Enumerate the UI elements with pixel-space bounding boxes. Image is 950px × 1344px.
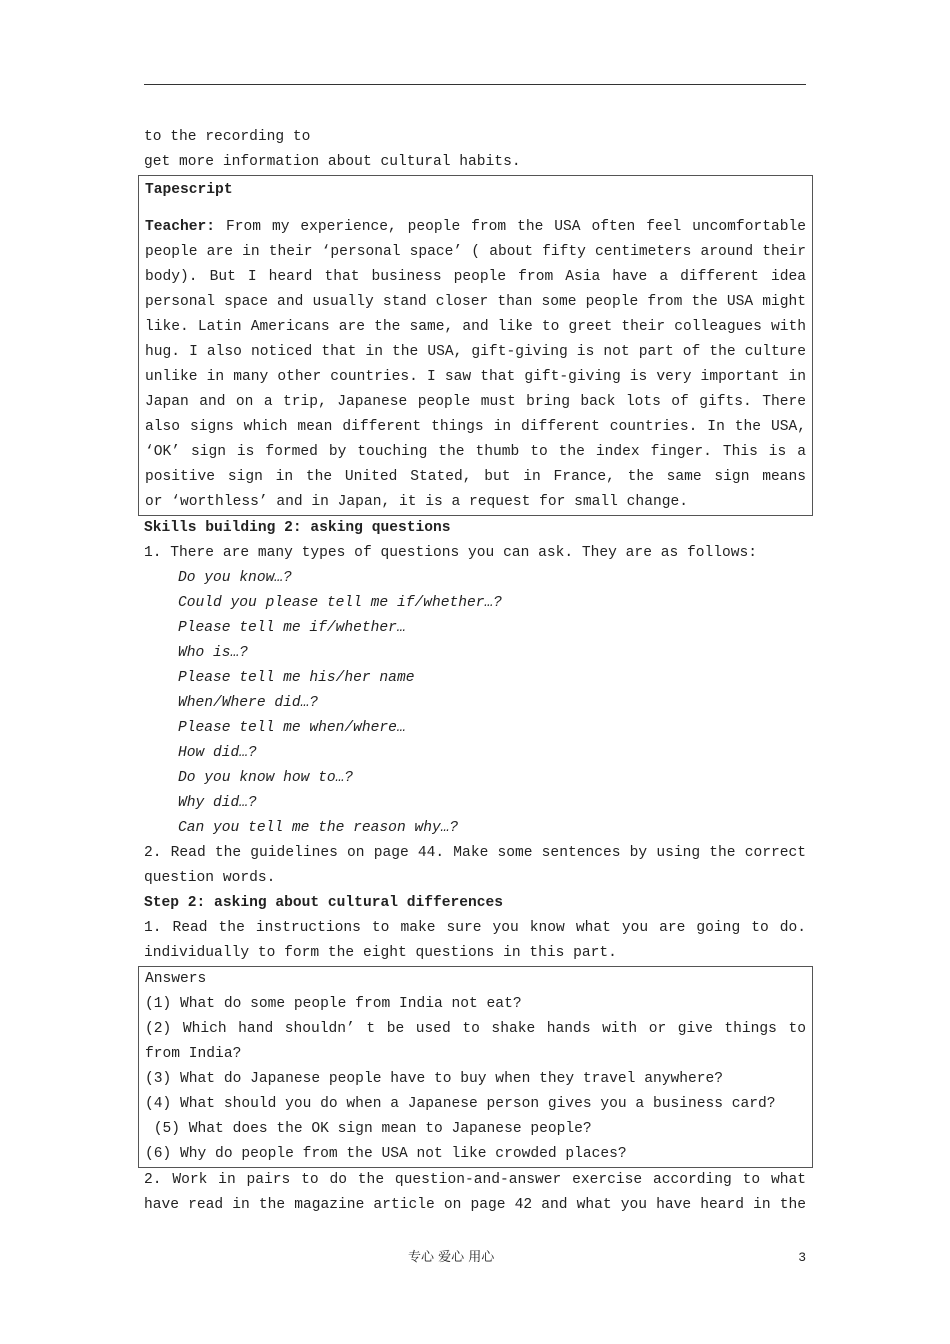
intro-line: to the recording to [144,129,311,145]
step2-item-2-line: have read in the magazine article on page 42 and what you have heard in the [144,1197,806,1213]
skills-item-2-line: 2. Read the guidelines on page 44. Make some sentences by using the correct [144,845,806,861]
answer-line: (1) What do some people from India not eat? [145,996,522,1012]
intro-text [144,125,806,175]
answer-line: (2) Which hand shouldn’ t be used to shake hands with or give things to [145,1021,806,1037]
step2-item-2-line: 2. Work in pairs to do the question-and-answer exercise according to what [144,1172,806,1188]
tapescript-line [145,215,806,240]
question-example: Who is…? [178,645,249,661]
tapescript-line: body). But I heard that business people from Asia have a different idea [145,269,806,285]
tapescript-line: positive sign in the United Stated, but in France, the same sign means [145,469,806,485]
question-example: Could you please tell me if/whether…? [178,595,503,611]
tapescript-line: ‘OK’ sign is formed by touching the thumb to the index finger. This is a [145,444,806,460]
question-example: How did…? [178,745,257,761]
intro-line: get more information about cultural habits. [144,154,521,170]
question-example: When/Where did…? [178,695,319,711]
tapescript-line: like. Latin Americans are the same, and like to greet their colleagues with [145,319,806,335]
answer-line: (5) What does the OK sign mean to Japanese people? [145,1121,592,1137]
tapescript-box [138,175,813,516]
page-content [144,125,806,1218]
header-rule [144,84,806,85]
tapescript-title: Tapescript [145,182,233,198]
skills-heading: Skills building 2: asking questions [144,520,451,536]
step2-heading: Step 2: asking about cultural differences [144,895,504,911]
question-example: Please tell me when/where… [178,720,406,736]
tapescript-text: From my experience, people from the USA often feel uncomfortable [226,219,806,235]
tapescript-line: personal space and usually stand closer than some people from the USA might [145,294,806,310]
step2-item-1-line: individually to form the eight questions in this part. [144,945,617,961]
question-example: Do you know how to…? [178,770,354,786]
tapescript-line: Japan and on a trip, Japanese people must bring back lots of gifts. There [145,394,806,410]
skills-item-1: 1. There are many types of questions you can ask. They are as follows: [144,545,758,561]
tapescript-line: hug. I also noticed that in the USA, gift-giving is not part of the culture [145,344,806,360]
tapescript-line: or ‘worthless’ and in Japan, it is a request for small change. [145,494,688,510]
question-example: Why did…? [178,795,257,811]
question-example: Please tell me his/her name [178,670,415,686]
tapescript-line: also signs which mean different things in different countries. In the USA, [145,419,806,435]
answer-line: from India? [145,1046,242,1062]
speaker-label: Teacher: [145,219,216,235]
answers-box [138,966,813,1168]
answer-line: (6) Why do people from the USA not like crowded places? [145,1146,627,1162]
tapescript-line: unlike in many other countries. I saw that gift-giving is very important in [145,369,806,385]
answer-line: (3) What do Japanese people have to buy when they travel anywhere? [145,1071,724,1087]
answer-line: (4) What should you do when a Japanese person gives you a business card? [145,1096,776,1112]
page-number: 3 [798,1250,806,1265]
page-footer [144,1248,806,1268]
question-example: Can you tell me the reason why…? [178,820,459,836]
tapescript-line: people are in their ‘personal space’ ( about fifty centimeters around their [145,244,806,260]
answers-title: Answers [145,971,207,987]
question-example: Do you know…? [178,570,292,586]
footer-motto: 专心 爱心 用心 [408,1250,495,1265]
skills-item-2-line: question words. [144,870,276,886]
step2-item-1-line: 1. Read the instructions to make sure you know what you are going to do. [144,920,806,936]
question-example: Please tell me if/whether… [178,620,406,636]
